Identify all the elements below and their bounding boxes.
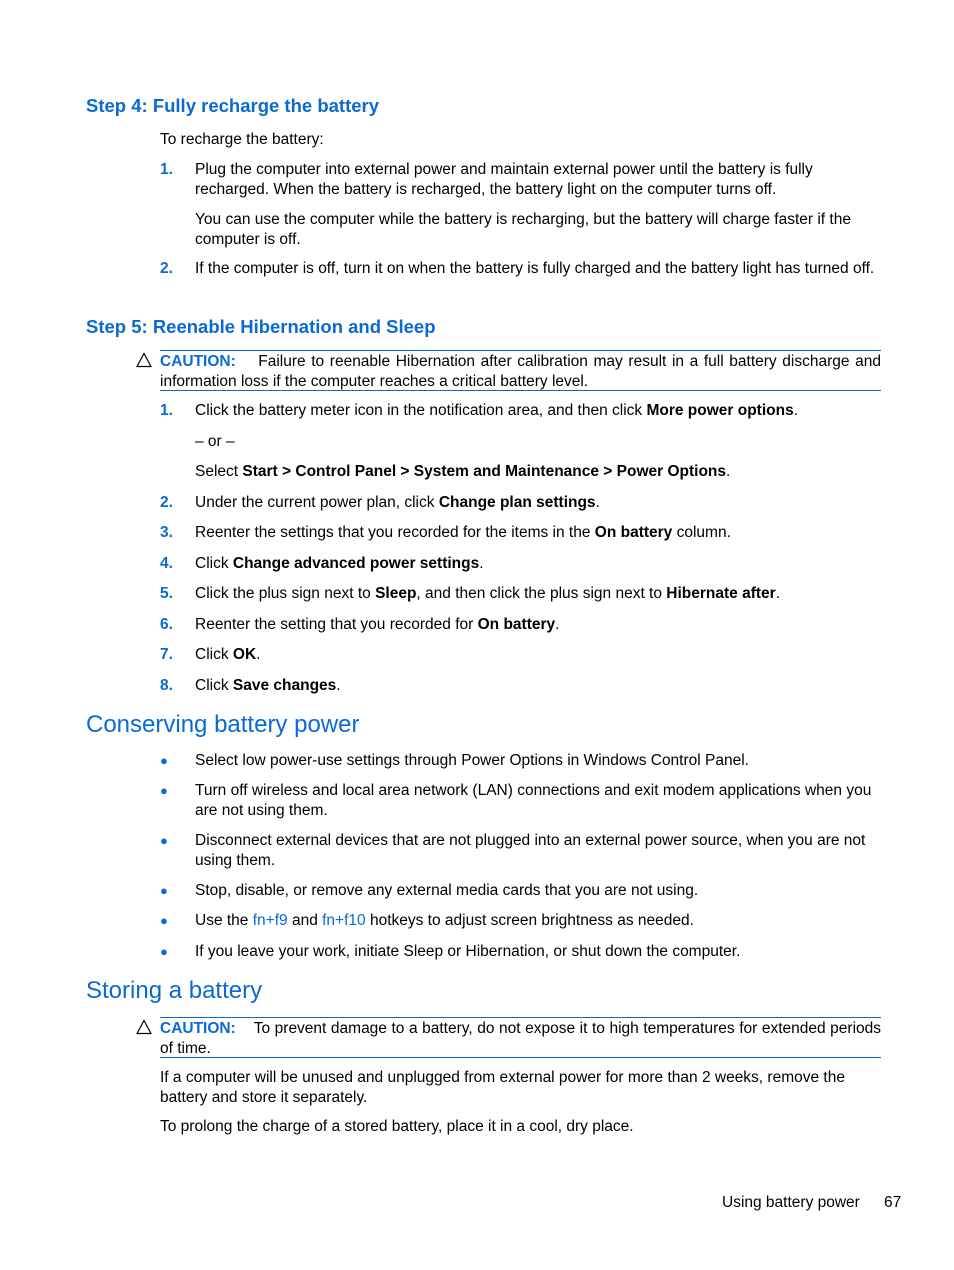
step4-item-1-number: 1. bbox=[160, 161, 173, 178]
caution-text: To prevent damage to a battery, do not expose it to high temperatures for extended periods of time. bbox=[160, 1020, 882, 1057]
step5-item-4-number: 4. bbox=[160, 555, 173, 572]
conserving-item-1: Select low power-use settings through Power Options in Windows Control Panel. bbox=[195, 752, 749, 769]
step4-heading: Step 4: Fully recharge the battery bbox=[86, 95, 380, 116]
hotkey-fn-f10: fn+f10 bbox=[322, 912, 366, 929]
storing-para-1: If a computer will be unused and unplugged from external power for more than 2 weeks, remove the battery and store it separately. bbox=[160, 1069, 845, 1106]
step5-item-8-text: Click Save changes. bbox=[195, 677, 341, 694]
caution-label: CAUTION: bbox=[160, 353, 236, 370]
footer-section-title: Using battery power bbox=[722, 1194, 860, 1211]
step5-item-6-number: 6. bbox=[160, 616, 173, 633]
conserving-item-3: Disconnect external devices that are not plugged into an external power source, when you are not using them. bbox=[195, 832, 866, 869]
step5-item-2-text: Under the current power plan, click Change plan settings. bbox=[195, 494, 600, 511]
step5-select-path: Select Start > Control Panel > System and Maintenance > Power Options. bbox=[195, 463, 731, 480]
storing-heading: Storing a battery bbox=[86, 977, 263, 1004]
step4-intro: To recharge the battery: bbox=[160, 131, 324, 148]
step5-heading: Step 5: Reenable Hibernation and Sleep bbox=[86, 316, 436, 337]
step4-item-1-note: You can use the computer while the battery is recharging, but the battery will charge faster if the computer is off. bbox=[195, 211, 851, 248]
step5-item-7-text: Click OK. bbox=[195, 646, 261, 663]
step5-item-3-number: 3. bbox=[160, 524, 173, 541]
step4-item-1-text: Plug the computer into external power and maintain external power until the battery is fully recharged. When the battery is recharged, the battery light on the computer turns off. bbox=[195, 161, 813, 198]
step5-caution bbox=[160, 350, 881, 391]
step5-item-8-number: 8. bbox=[160, 677, 173, 694]
storing-para-2: To prolong the charge of a stored battery, place it in a cool, dry place. bbox=[160, 1118, 634, 1135]
step5-or: – or – bbox=[195, 433, 235, 450]
conserving-bullet-3: ● bbox=[160, 833, 168, 848]
storing-caution bbox=[160, 1017, 881, 1058]
step5-item-5-number: 5. bbox=[160, 585, 173, 602]
conserving-bullet-5: ● bbox=[160, 913, 168, 928]
conserving-bullet-2: ● bbox=[160, 783, 168, 798]
caution-label: CAUTION: bbox=[160, 1020, 236, 1037]
footer-page-number: 67 bbox=[884, 1194, 902, 1211]
conserving-heading: Conserving battery power bbox=[86, 711, 360, 738]
conserving-bullet-4: ● bbox=[160, 883, 168, 898]
step5-item-7-number: 7. bbox=[160, 646, 173, 663]
step4-item-2-text: If the computer is off, turn it on when the battery is fully charged and the battery light has turned off. bbox=[195, 260, 875, 277]
conserving-item-4: Stop, disable, or remove any external media cards that you are not using. bbox=[195, 882, 699, 899]
step5-item-4-text: Click Change advanced power settings. bbox=[195, 555, 484, 572]
step5-item-5-text: Click the plus sign next to Sleep, and then click the plus sign next to Hibernate after. bbox=[195, 585, 781, 602]
step5-item-6-text: Reenter the setting that you recorded for On battery. bbox=[195, 616, 560, 633]
conserving-bullet-6: ● bbox=[160, 944, 168, 959]
step5-item-1-number: 1. bbox=[160, 402, 173, 419]
caution-text: Failure to reenable Hibernation after calibration may result in a full battery discharge and information loss if the computer reaches a critical battery level. bbox=[160, 353, 881, 390]
caution-triangle-icon bbox=[136, 352, 152, 368]
step5-item-2-number: 2. bbox=[160, 494, 173, 511]
step5-item-1-text: Click the battery meter icon in the notification area, and then click More power options. bbox=[195, 402, 799, 419]
conserving-item-2: Turn off wireless and local area network (LAN) connections and exit modem applications when you are not using them. bbox=[195, 782, 872, 819]
conserving-item-6: If you leave your work, initiate Sleep or Hibernation, or shut down the computer. bbox=[195, 943, 741, 960]
step5-item-3-text: Reenter the settings that you recorded for the items in the On battery column. bbox=[195, 524, 731, 541]
hotkey-fn-f9: fn+f9 bbox=[252, 912, 288, 929]
step4-item-2-number: 2. bbox=[160, 260, 173, 277]
conserving-item-5: Use the fn+f9 and fn+f10 hotkeys to adjust screen brightness as needed. bbox=[195, 912, 694, 929]
conserving-bullet-1: ● bbox=[160, 753, 168, 768]
caution-triangle-icon bbox=[136, 1019, 152, 1035]
